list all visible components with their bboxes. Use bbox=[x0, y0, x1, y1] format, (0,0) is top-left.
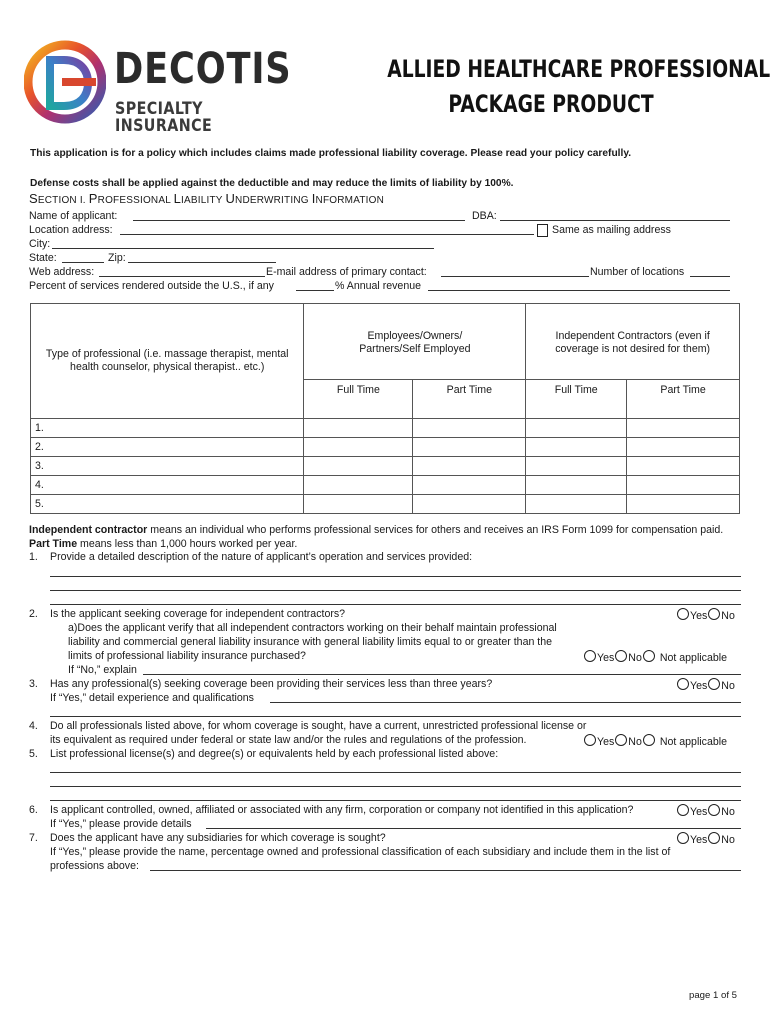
q2-explain-field[interactable] bbox=[143, 674, 741, 675]
document-title-line2: PACKAGE PRODUCT bbox=[448, 90, 654, 118]
q6-yes-no bbox=[677, 804, 735, 818]
yes-label: Yes bbox=[597, 736, 615, 748]
yes-label: Yes bbox=[597, 652, 615, 664]
professionals-table bbox=[30, 303, 740, 514]
q3-detail-field[interactable] bbox=[270, 702, 741, 703]
q5-answer-line[interactable] bbox=[50, 800, 741, 801]
location-address-field[interactable] bbox=[120, 234, 534, 235]
q4-yes-no-na bbox=[584, 734, 727, 748]
emp-full-time-header: Full Time bbox=[304, 380, 413, 419]
table-row bbox=[31, 419, 740, 438]
table-cell[interactable] bbox=[627, 438, 740, 457]
defense-costs-notice: Defense costs shall be applied against the deductible and may reduce the limits of liability by 100%. bbox=[30, 178, 514, 189]
independent-contractors-header: Independent Contractors (even if coverage is not desired for them) bbox=[526, 304, 740, 380]
ic-part-time-header: Part Time bbox=[627, 380, 740, 419]
q3-yes-no bbox=[677, 678, 735, 692]
number-of-locations-field[interactable] bbox=[690, 276, 730, 277]
same-as-mailing-checkbox[interactable] bbox=[537, 224, 548, 237]
q7-yes-radio[interactable] bbox=[677, 832, 689, 844]
q2-text: Is the applicant seeking coverage for independent contractors? bbox=[50, 608, 346, 620]
table-cell[interactable] bbox=[304, 419, 413, 438]
q3-detail-label: If “Yes,” detail experience and qualifications bbox=[50, 692, 254, 704]
web-address-field[interactable] bbox=[99, 276, 265, 277]
city-label: City: bbox=[29, 238, 51, 250]
q4-no-radio[interactable] bbox=[615, 734, 627, 746]
page-number: page 1 of 5 bbox=[689, 990, 738, 1001]
table-row bbox=[31, 476, 740, 495]
applicant-name-field[interactable] bbox=[133, 220, 465, 221]
percent-outside-us-field[interactable] bbox=[296, 290, 334, 291]
q2a-no-radio[interactable] bbox=[615, 650, 627, 662]
not-applicable-label: Not applicable bbox=[659, 736, 727, 748]
dba-field[interactable] bbox=[500, 220, 730, 221]
q7-text: Does the applicant have any subsidiaries for which coverage is sought? bbox=[50, 832, 386, 844]
q2-number: 2. bbox=[29, 608, 38, 620]
q4-text-line2: its equivalent as required under federal or state law and/or the rules and regulations of the profession. bbox=[50, 734, 527, 746]
number-of-locations-label: Number of locations bbox=[590, 266, 685, 278]
ic-full-time-header: Full Time bbox=[526, 380, 627, 419]
document-title-line1: ALLIED HEALTHCARE PROFESSIONAL bbox=[387, 55, 770, 83]
annual-revenue-field[interactable] bbox=[428, 290, 730, 291]
state-label: State: bbox=[29, 252, 57, 264]
logo-name: DECOTIS bbox=[114, 44, 292, 94]
logo-emblem-icon bbox=[24, 40, 106, 124]
table-cell[interactable] bbox=[627, 476, 740, 495]
q7-detail-line2: professions above: bbox=[50, 860, 139, 872]
city-field[interactable] bbox=[52, 248, 434, 249]
q1-answer-line[interactable] bbox=[50, 604, 741, 605]
claims-made-notice: This application is for a policy which includes claims made professional liability coverage. Please read your policy carefully. bbox=[30, 148, 632, 159]
table-cell[interactable] bbox=[526, 457, 627, 476]
q1-number: 1. bbox=[29, 551, 38, 563]
q4-text-line1: Do all professionals listed above, for whom coverage is sought, have a current, unrestricted professional license or bbox=[50, 720, 587, 732]
q2a-na-radio[interactable] bbox=[643, 650, 655, 662]
row-number[interactable]: 2. bbox=[31, 438, 304, 457]
location-address-label: Location address: bbox=[29, 224, 113, 236]
dba-label: DBA: bbox=[472, 210, 497, 222]
same-as-mailing-label: Same as mailing address bbox=[552, 224, 671, 236]
q3-detail-field-2[interactable] bbox=[50, 716, 741, 717]
annual-revenue-label: % Annual revenue bbox=[335, 280, 421, 292]
table-cell[interactable] bbox=[526, 495, 627, 514]
q4-yes-radio[interactable] bbox=[584, 734, 596, 746]
q2a-yes-no-na bbox=[584, 650, 727, 664]
email-label: E-mail address of primary contact: bbox=[266, 266, 427, 278]
table-cell[interactable] bbox=[413, 419, 526, 438]
q2a-text-line2: liability and commercial general liability insurance with general liability limits equal to or greater than the bbox=[68, 636, 553, 648]
q5-answer-line[interactable] bbox=[50, 772, 741, 773]
table-cell[interactable] bbox=[526, 438, 627, 457]
q6-number: 6. bbox=[29, 804, 38, 816]
yes-label: Yes bbox=[690, 610, 708, 622]
section-heading: SECTION I. PROFESSIONAL LIABILITY UNDERWRITING INFORMATION bbox=[29, 191, 385, 206]
employees-header: Employees/Owners/ Partners/Self Employed bbox=[304, 304, 526, 380]
table-cell[interactable] bbox=[304, 476, 413, 495]
q3-text: Has any professional(s) seeking coverage been providing their services less than three years? bbox=[50, 678, 493, 690]
no-label: No bbox=[721, 834, 735, 846]
q6-detail-field[interactable] bbox=[206, 828, 741, 829]
yes-label: Yes bbox=[690, 806, 708, 818]
q5-number: 5. bbox=[29, 748, 38, 760]
table-cell[interactable] bbox=[304, 495, 413, 514]
table-cell[interactable] bbox=[413, 476, 526, 495]
q5-answer-line[interactable] bbox=[50, 786, 741, 787]
q3-yes-radio[interactable] bbox=[677, 678, 689, 690]
q1-text: Provide a detailed description of the nature of applicant’s operation and services provided: bbox=[50, 551, 473, 563]
state-field[interactable] bbox=[62, 262, 104, 263]
table-cell[interactable] bbox=[413, 438, 526, 457]
q2-yes-radio[interactable] bbox=[677, 608, 689, 620]
no-label: No bbox=[628, 736, 642, 748]
q2-no-radio[interactable] bbox=[708, 608, 720, 620]
q2-explain-label: If “No,” explain bbox=[68, 664, 137, 676]
independent-contractor-definition: Independent contractor means an individual who performs professional services for others and receives an IRS Form 1099 for compensation paid. bbox=[29, 524, 724, 536]
percent-outside-us-label: Percent of services rendered outside the U.S., if any bbox=[29, 280, 274, 292]
row-number[interactable]: 4. bbox=[31, 476, 304, 495]
q6-detail-label: If “Yes,” please provide details bbox=[50, 818, 192, 830]
email-field[interactable] bbox=[441, 276, 589, 277]
no-label: No bbox=[721, 610, 735, 622]
type-of-professional-header: Type of professional (i.e. massage therapist, mental health counselor, physical therapist.. etc.) bbox=[31, 304, 304, 419]
part-time-definition: Part Time means less than 1,000 hours worked per year. bbox=[29, 538, 298, 550]
q7-yes-no bbox=[677, 832, 735, 846]
row-number[interactable]: 1. bbox=[31, 419, 304, 438]
table-row bbox=[31, 495, 740, 514]
q1-answer-line[interactable] bbox=[50, 576, 741, 577]
no-label: No bbox=[721, 680, 735, 692]
q2-yes-no bbox=[677, 608, 735, 622]
q4-na-radio[interactable] bbox=[643, 734, 655, 746]
table-cell[interactable] bbox=[304, 457, 413, 476]
yes-label: Yes bbox=[690, 680, 708, 692]
applicant-name-label: Name of applicant: bbox=[29, 210, 118, 222]
q2a-text-line1: a)Does the applicant verify that all independent contractors working on their behalf maintain professional bbox=[68, 622, 557, 634]
q3-number: 3. bbox=[29, 678, 38, 690]
table-cell[interactable] bbox=[627, 495, 740, 514]
no-label: No bbox=[721, 806, 735, 818]
q2a-text-line3: limits of professional liability insurance purchased? bbox=[68, 650, 306, 662]
q6-no-radio[interactable] bbox=[708, 804, 720, 816]
company-logo bbox=[24, 40, 292, 136]
q6-text: Is applicant controlled, owned, affiliated or associated with any firm, corporation or company not identified in this application? bbox=[50, 804, 634, 816]
table-cell[interactable] bbox=[304, 438, 413, 457]
table-cell[interactable] bbox=[413, 457, 526, 476]
table-row bbox=[31, 457, 740, 476]
table-cell[interactable] bbox=[526, 419, 627, 438]
zip-field[interactable] bbox=[128, 262, 276, 263]
row-number[interactable]: 5. bbox=[31, 495, 304, 514]
row-number[interactable]: 3. bbox=[31, 457, 304, 476]
no-label: No bbox=[628, 652, 642, 664]
not-applicable-label: Not applicable bbox=[659, 652, 727, 664]
q7-detail-line1: If “Yes,” please provide the name, percentage owned and professional classification of each subsidiary and include them in the list of bbox=[50, 846, 671, 858]
q6-yes-radio[interactable] bbox=[677, 804, 689, 816]
q7-no-radio[interactable] bbox=[708, 832, 720, 844]
yes-label: Yes bbox=[690, 834, 708, 846]
logo-subtitle: SPECIALTY INSURANCE bbox=[115, 99, 213, 136]
q2a-yes-radio[interactable] bbox=[584, 650, 596, 662]
q7-detail-field[interactable] bbox=[150, 870, 741, 871]
q5-text: List professional license(s) and degree(s) or equivalents held by each professional listed above: bbox=[50, 748, 499, 760]
web-address-label: Web address: bbox=[29, 266, 95, 278]
table-cell[interactable] bbox=[627, 419, 740, 438]
table-cell[interactable] bbox=[413, 495, 526, 514]
zip-label: Zip: bbox=[108, 252, 126, 264]
q7-number: 7. bbox=[29, 832, 38, 844]
q1-answer-line[interactable] bbox=[50, 590, 741, 591]
table-cell[interactable] bbox=[627, 457, 740, 476]
table-cell[interactable] bbox=[526, 476, 627, 495]
table-row bbox=[31, 438, 740, 457]
q3-no-radio[interactable] bbox=[708, 678, 720, 690]
emp-part-time-header: Part Time bbox=[413, 380, 526, 419]
q4-number: 4. bbox=[29, 720, 38, 732]
